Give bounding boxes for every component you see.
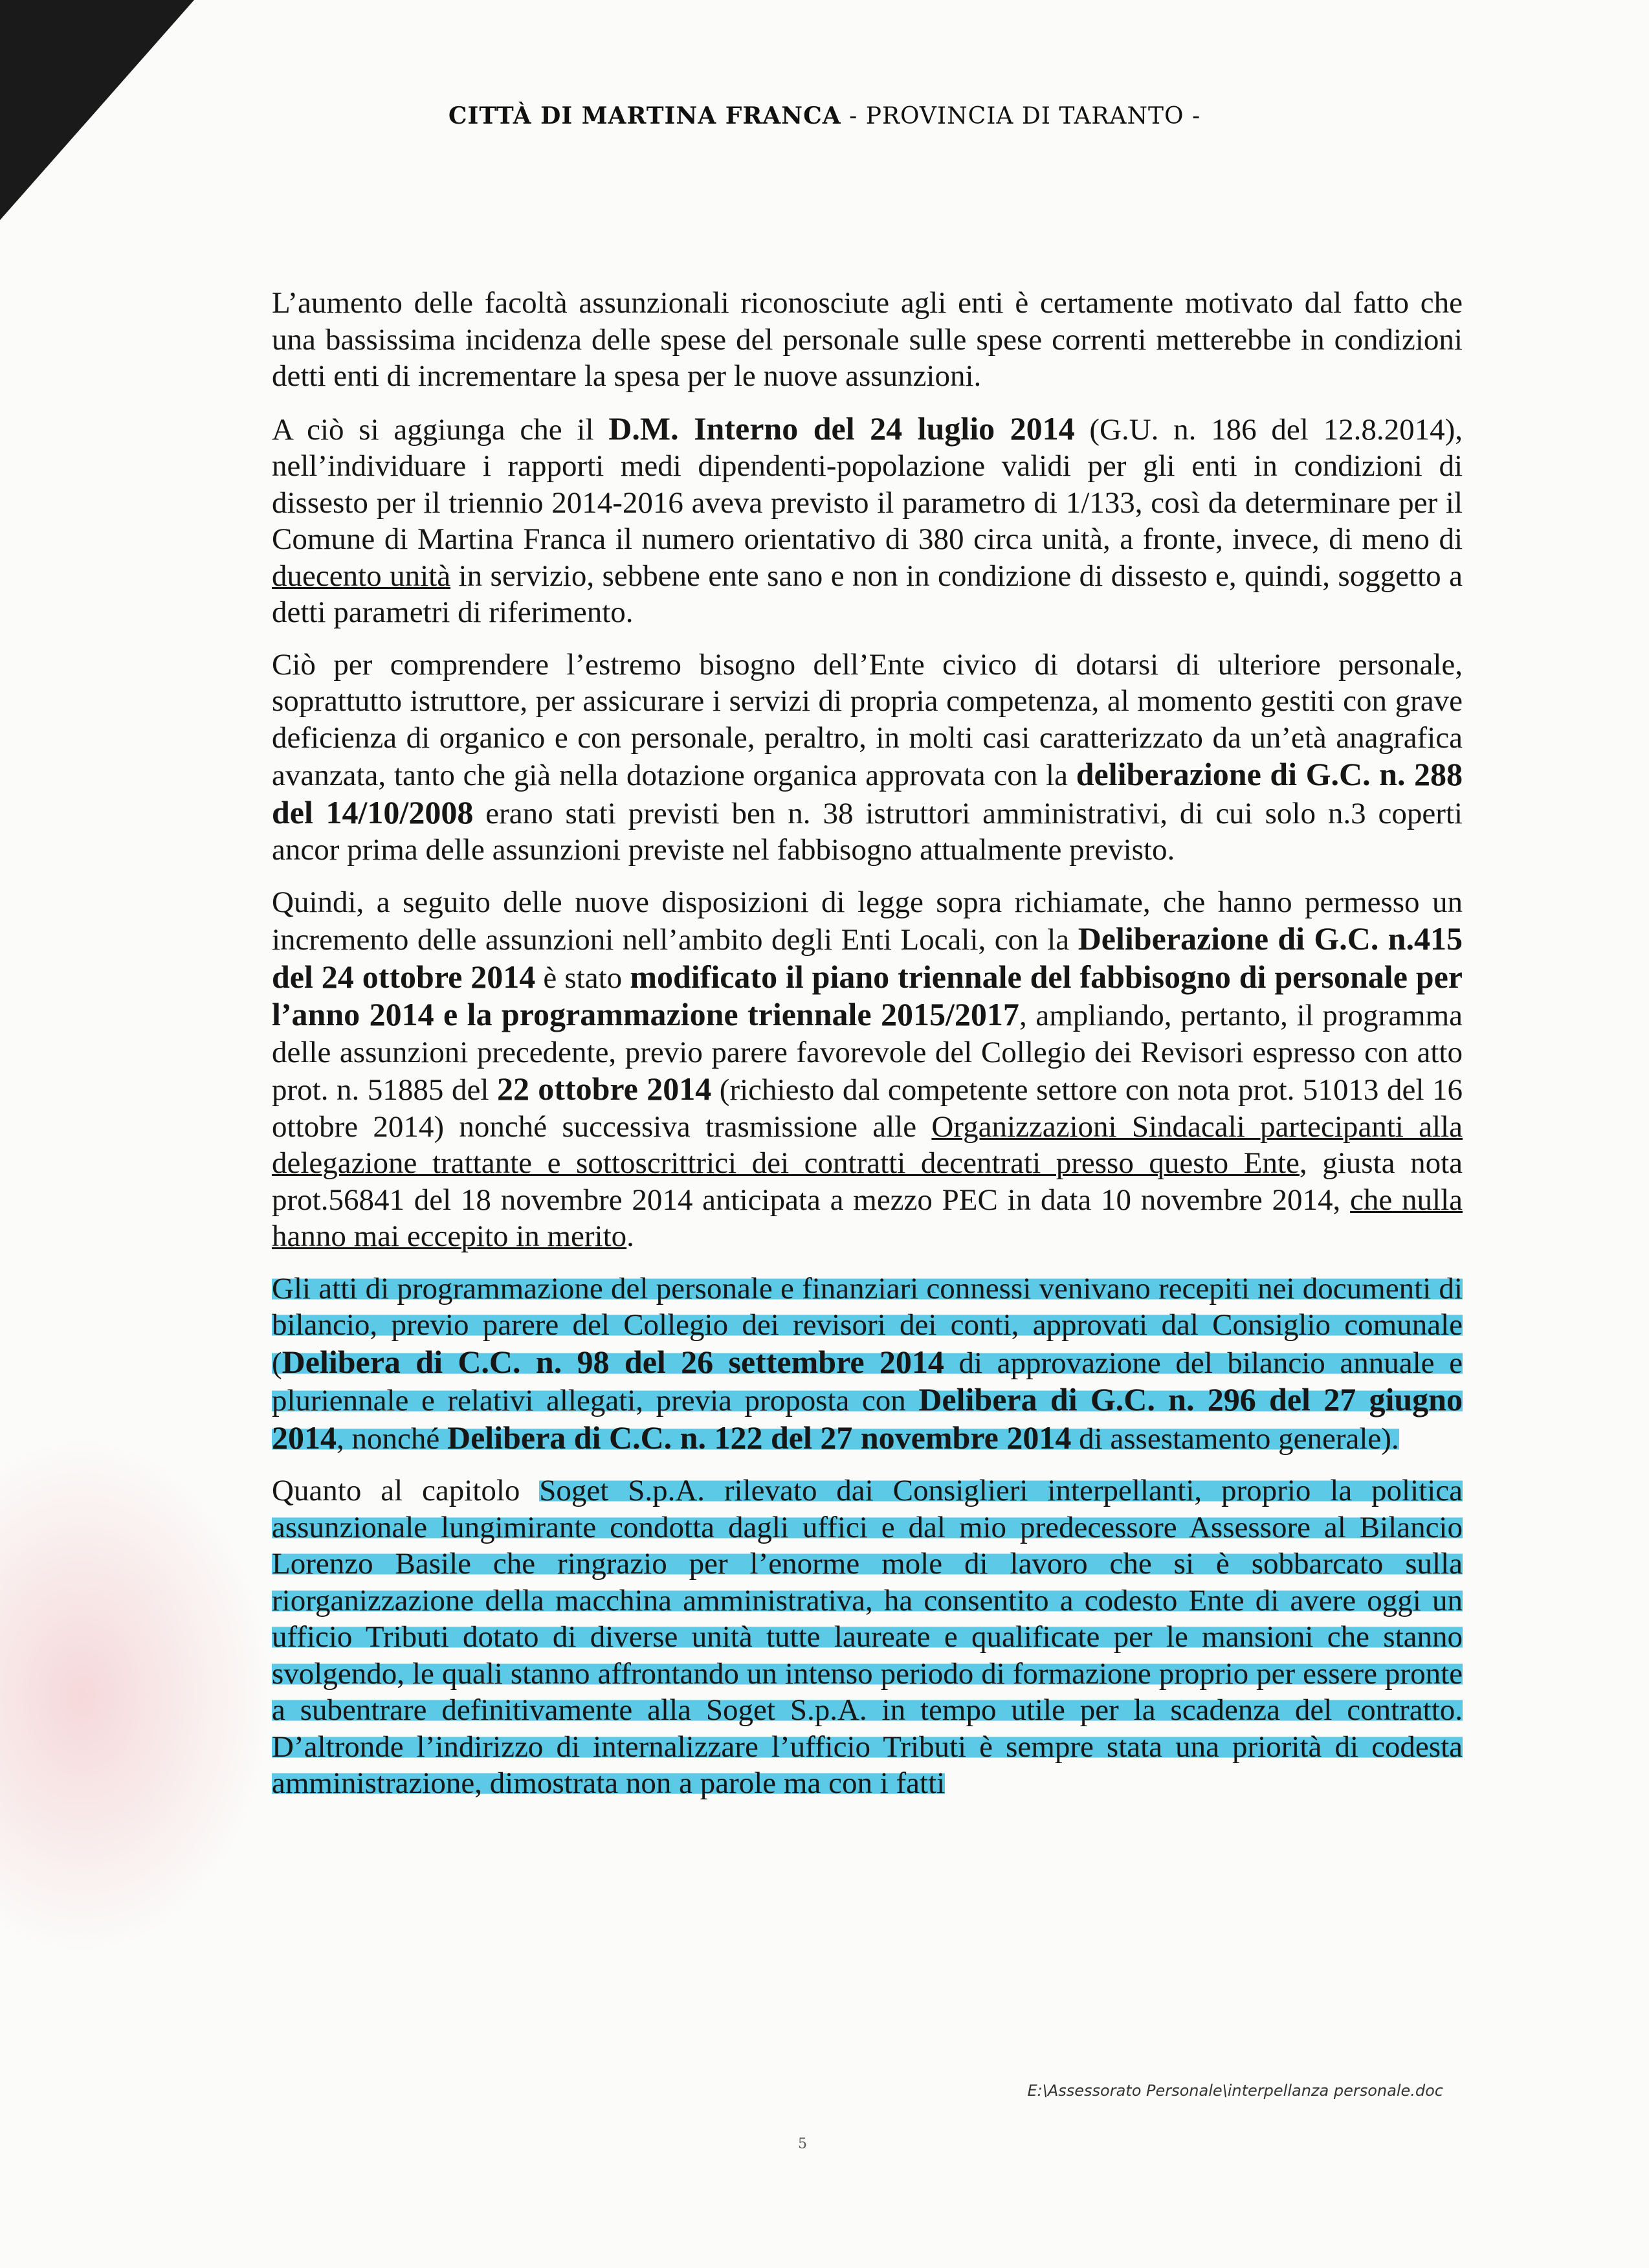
footer-file-path: E:\Assessorato Personale\interpellanza personale.doc: [1027, 2082, 1443, 2100]
text-span: , giusta nota prot.56841 del 18 novembre 2014 anticipata a mezzo PEC in data 10 novembre 2014,: [272, 1146, 1463, 1217]
paragraph-2: [272, 410, 1463, 631]
text-span: Quanto al capitolo: [272, 1474, 540, 1507]
page-number: 5: [798, 2136, 807, 2152]
text-span: (G.U. n. 186 del 12.8.2014), nell’individuare i rapporti medi dipendenti-popolazione validi per gli enti in condizioni di dissesto per il triennio 2014-2016 aveva previsto il parametro di 1/133, così da determinare per il Comune di Martina Franca il numero orientativo di 380 circa unità, a fronte, invece, di meno di: [272, 412, 1463, 556]
bold-reference: deliberazione di G.C. n. 288 del 14/10/2008: [272, 756, 1463, 830]
paragraph-6: [272, 1473, 1463, 1802]
text-span: , nonché: [337, 1421, 447, 1456]
paragraph-3: [272, 647, 1463, 869]
text-span: (richiesto dal competente settore con nota prot. 51013 del 16 ottobre 2014) nonché successiva trasmissione alle: [272, 1073, 1463, 1144]
text-span: di assestamento generale).: [1071, 1421, 1399, 1456]
page-header: [0, 102, 1649, 129]
bold-reference: Delibera di C.C. n. 98 del 26 settembre 2014: [282, 1343, 944, 1380]
text-span: Ciò per comprendere l’estremo bisogno dell’Ente civico di dotarsi di ulteriore personale, soprattutto istruttore, per assicurare i servizi di propria competenza, al momento gestiti con grave deficienza di organico e con personale, peraltro, in molti casi caratterizzato da un’età anagrafica avanzata, tanto che già nella dotazione organica approvata con la: [272, 647, 1463, 792]
text-span: Quindi, a seguito delle nuove disposizioni di legge sopra richiamate, che hanno permesso un incremento delle assunzioni nell’ambito degli Enti Locali, con la: [272, 885, 1463, 957]
highlighted-text: [272, 1272, 1463, 1456]
bold-reference: Delibera di G.C. n. 296 del 27 giugno 2014: [272, 1381, 1463, 1456]
bold-reference: modificato il piano triennale del fabbisogno di personale per l’anno 2014 e la programmazione triennale 2015/2017: [272, 958, 1463, 1032]
underlined-text: che nulla hanno mai eccepito in merito: [272, 1183, 1463, 1253]
text-span: di approvazione del bilancio annuale e pluriennale e relativi allegati, previa proposta con: [272, 1346, 1463, 1418]
bold-reference: D.M. Interno del 24 luglio 2014: [608, 410, 1075, 447]
red-stain: [0, 1437, 272, 1955]
text-span: .: [626, 1219, 634, 1253]
bold-reference: 22 ottobre 2014: [496, 1071, 712, 1107]
text-span: è stato: [535, 961, 630, 995]
underlined-text: duecento unità: [272, 559, 451, 593]
text-span: , ampliando, pertanto, il programma delle assunzioni precedente, previo parere favorevole del Collegio dei Revisori espresso con atto prot. n. 51885 del: [272, 999, 1463, 1107]
text-span: erano stati previsti ben n. 38 istruttori amministrativi, di cui solo n.3 coperti ancor prima delle assunzioni previste nel fabbisogno attualmente previsto.: [272, 796, 1463, 867]
paragraph-4: [272, 884, 1463, 1255]
header-city: CITTÀ DI MARTINA FRANCA: [448, 102, 841, 129]
document-body: [272, 285, 1463, 1818]
bold-reference: Deliberazione di G.C. n.415 del 24 ottobre 2014: [272, 920, 1463, 995]
paragraph-5: [272, 1271, 1463, 1458]
text-span: in servizio, sebbene ente sano e non in condizione di dissesto e, quindi, soggetto a detti parametri di riferimento.: [272, 559, 1463, 629]
text-span: Gli atti di programmazione del personale e finanziari connessi venivano recepiti nei documenti di bilancio, previo parere del Collegio dei revisori dei conti, approvati dal Consiglio comunale (: [272, 1271, 1463, 1380]
highlighted-text: Soget S.p.A. rilevato dai Consiglieri interpellanti, proprio la politica assunzionale lungimirante condotta dagli uffici e dal mio predecessore Assessore al Bilancio Lorenzo Basile che ringrazio per l’enorme mole di lavoro che si è sobbarcato sulla riorganizzazione della macchina amministrativa, ha consentito a codesto Ente di avere oggi un ufficio Tributi dotato di diverse unità tutte laureate e qualificate per le mansioni che stanno svolgendo, le quali stanno affrontando un intenso periodo di formazione proprio per essere pronte a subentrare definitivamente alla Soget S.p.A. in tempo utile per la scadenza del contratto. D’altronde l’indirizzo di internalizzare l’ufficio Tributi è sempre stata una priorità di codesta amministrazione, dimostrata non a parole ma con i fatti: [272, 1474, 1463, 1800]
bold-reference: Delibera di C.C. n. 122 del 27 novembre 2014: [447, 1419, 1072, 1456]
text-span: A ciò si aggiunga che il: [272, 412, 609, 447]
paragraph-1: L’aumento delle facoltà assunzionali riconosciute agli enti è certamente motivato dal fatto che una bassissima incidenza delle spese del personale sulle spese correnti metterebbe in condizioni detti enti di incrementare la spesa per le nuove assunzioni.: [272, 286, 1463, 393]
underlined-text: Organizzazioni Sindacali partecipanti alla delegazione trattante e sottoscrittrici dei contratti decentrati presso questo Ente: [272, 1109, 1463, 1180]
header-province: - PROVINCIA DI TARANTO -: [841, 103, 1201, 129]
